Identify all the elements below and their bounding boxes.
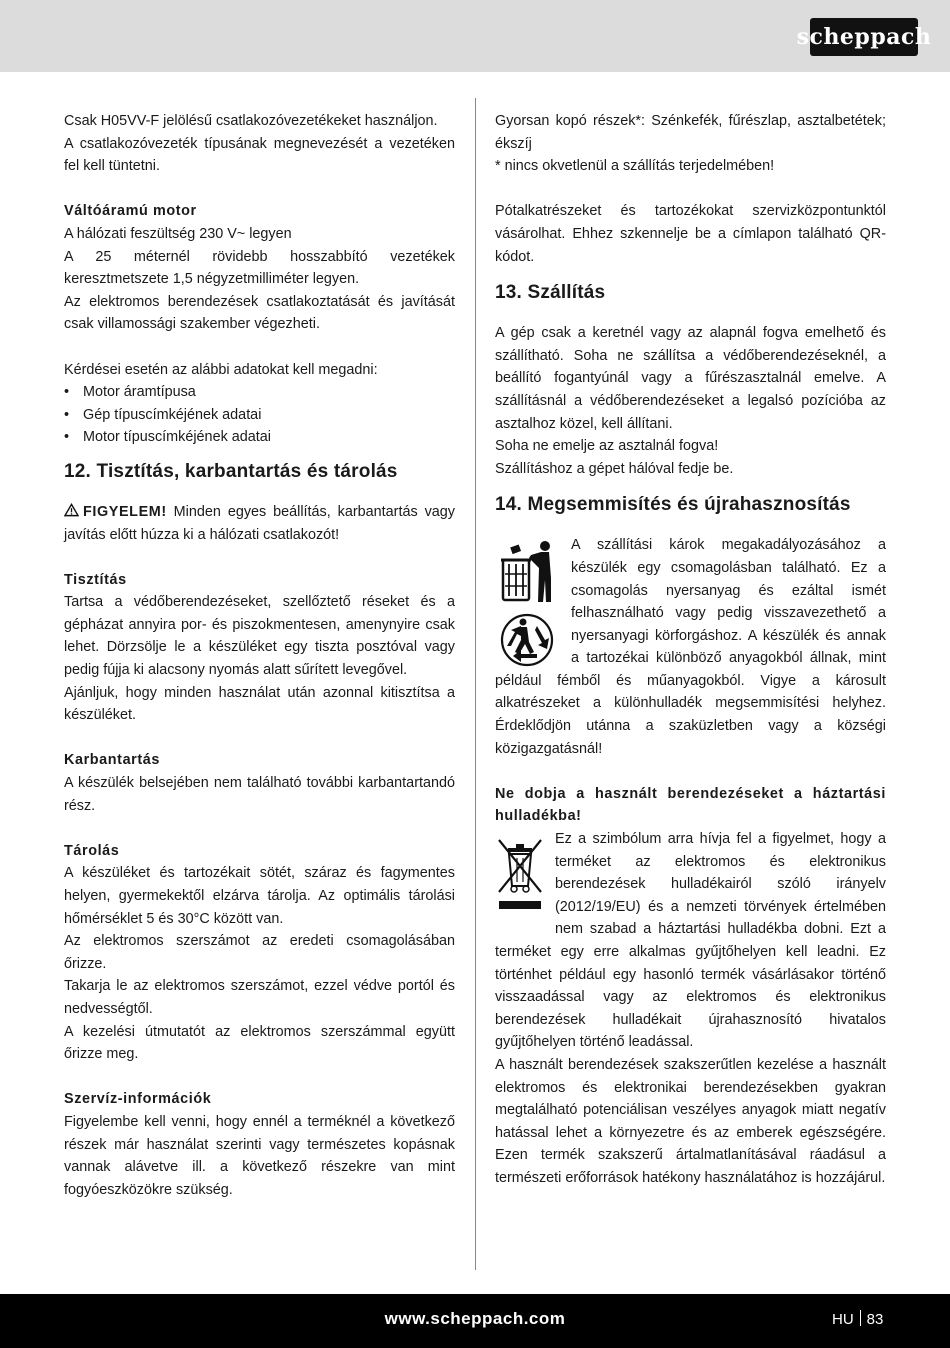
wear-parts-text: Gyorsan kopó részek*: Szénkefék, fűrészlap, asztalbetétek; ékszíj	[495, 113, 886, 152]
column-divider	[475, 98, 476, 1270]
transport-warning-text: Soha ne emelje az asztalnál fogva!	[495, 438, 719, 455]
spare-parts-text: Pótalkatrészeket és tartozékokat szervizközpontunktól vásárolhat. Ehhez szkennelje be a címlapon található QR-kódot.	[495, 203, 886, 265]
weee-symbol	[495, 834, 547, 922]
cleaning-text: Tartsa a védőberendezéseket, szellőztető réseket és a gépházat annyira por- és piszokmentesen, amenynyire csak lehet. Dörzsölje le a készüléket egy tiszta posztóval vagy pedig fújja ki alacsony nyomás alatt sűrített levegővel.	[64, 594, 455, 679]
cable-type-text: Csak H05VV-F jelölésű csatlakozóvezetékeket használjon.	[64, 113, 438, 129]
motor-data-list	[64, 381, 455, 449]
storage-packaging-text: Az elektromos szerszámot az eredeti csomagolásában őrizze.	[64, 933, 455, 972]
storage-cover-text: Takarja le az elektromos szerszámot, ezzel védve portól és nedvességtől.	[64, 978, 455, 1017]
footer-page-info	[832, 1310, 883, 1328]
language-code: HU	[832, 1311, 854, 1328]
warning-paragraph	[64, 501, 455, 546]
list-item: • Motor típuscímkéjének adatai	[64, 426, 455, 449]
weee-heading: Ne dobja a használt berendezéseket a háztartási hulladékba!	[495, 785, 886, 825]
warning-text: Minden egyes beállítás, karbantartás vagy javítás előtt húzza ki a hálózati csatlakozót!	[64, 503, 455, 543]
cleaning-recommendation-text: Ajánljuk, hogy minden használat után azonnal kitisztítsa a készüléket.	[64, 684, 455, 724]
transport-text: A gép csak a keretnél vagy az alapnál fogva emelhető és szállítható. Soha ne szállítsa a védőberendezéseknél, a beállító fogantyúnál vagy a fűrészasztalnál emelve. A szállításnál a védőberendezéseket a legalsó pozícióba az asztalhoz közel, kell állítani.	[495, 325, 886, 432]
recycling-icon	[497, 612, 557, 668]
warning-word: FIGYELEM!	[83, 503, 167, 520]
service-text: Figyelembe kell venni, hogy ennél a terméknél a következő részek már használat szerinti vagy természetes kopásnak vannak alávetve ill. a következő részekre van mint fogyóeszközökre szükség.	[64, 1113, 455, 1198]
page-number: 83	[866, 1311, 884, 1328]
storage-manual-text: A kezelési útmutatót az elektromos szerszámmal együtt őrizze meg.	[64, 1023, 455, 1063]
left-column	[64, 110, 455, 1201]
list-item: • Gép típuscímkéjének adatai	[64, 404, 455, 427]
section-12-heading: 12. Tisztítás, karbantartás és tárolás	[64, 460, 398, 482]
disposal-icons	[497, 538, 559, 668]
footer-separator	[860, 1310, 861, 1326]
motor-cable-text: A 25 méternél rövidebb hosszabbító vezetékek keresztmetszete 1,5 négyzetmilliméter legyen.	[64, 248, 455, 288]
maintenance-subheading: Karbantartás	[64, 752, 160, 769]
transport-cover-text: Szállításhoz a gépet hálóval fedje be.	[495, 460, 734, 477]
cleaning-subheading: Tisztítás	[64, 571, 127, 588]
trash-bin-person-icon	[497, 538, 557, 606]
brand-logo: scheppach	[810, 18, 918, 56]
motor-electrician-text: Az elektromos berendezések csatlakoztatását és javítását csak villamossági szakember végezheti.	[64, 293, 455, 333]
section-13-heading: 13. Szállítás	[495, 282, 606, 304]
weee-text: Ez a szimbólum arra hívja fel a figyelmet, hogy a terméket az elektromos és elektronikus berendezések hulladékairól szóló irányelv (2012/19/EU) és a nemzeti törvények értelmében nem szabad a háztartási hulladékba dobni. Ezt a terméket egy erre alkalmas gyűjtőhelyen kell leadni. Ez történhet például egy hasonló termék vásárlásakor történő visszaadással vagy az elektromos és elektronikus berendezések hulladékait újrahasznosító hivatalos gyűjtőhelyen történő leadással.	[495, 831, 886, 1051]
header-band	[0, 0, 950, 72]
wear-parts-note: * nincs okvetlenül a szállítás terjedelmében!	[495, 158, 775, 175]
list-item: • Motor áramtípusa	[64, 381, 455, 404]
cable-marking-text: A csatlakozóvezeték típusának megnevezését a vezetéken fel kell tüntetni.	[64, 135, 455, 175]
recycling-text: A szállítási károk megakadályozásához a készülék egy csomagolásban található. Ez a csomagolás nyersanyag és ezáltal ismét felhasználható vagy pedig visszavezethető a nyersanyagi körforgáshoz. A készülék és annak a tartozékai különböző anyagokból állnak, mint például fémből és műanyagokból. Vigye a károsult alkatrészeket a különhulladék megsemmisítési helyhez. Érdeklődjön utánna a szaküzletben vagy a községi közigazgatásnál!	[495, 537, 886, 757]
right-column	[495, 110, 886, 1190]
maintenance-text: A készülék belsejében nem található további karbantartandó rész.	[64, 775, 455, 814]
storage-subheading: Tárolás	[64, 842, 120, 859]
footer-url-link[interactable]: www.scheppach.com	[384, 1309, 566, 1328]
service-subheading: Szervíz-információk	[64, 1091, 212, 1108]
motor-voltage-text: A hálózati feszültség 230 V~ legyen	[64, 225, 292, 242]
questions-text: Kérdései esetén az alábbi adatokat kell megadni:	[64, 361, 378, 378]
warning-triangle-icon	[64, 503, 79, 517]
motor-subheading: Váltóáramú motor	[64, 203, 197, 220]
crossed-bin-icon	[495, 834, 545, 914]
weee-environment-text: A használt berendezések szakszerűtlen kezelése a használt elektromos és elektronikai berendezésekben gyakran megtalálható potenciálisan veszélyes anyagok miatt negatív hatással lehet a környezetre és az emberek egészségére. Ezen termék szakszerű ártalmatlanításával ráadásul a természeti erőforrások hatékony használatához is hozzájárul.	[495, 1056, 886, 1186]
section-14-heading: 14. Megsemmisítés és újrahasznosítás	[495, 494, 851, 516]
storage-text: A készüléket és tartozékait sötét, száraz és fagymentes helyen, gyermekektől elzárva tárolja. Az optimális tárolási hőmérséklet 5 és 30°C között van.	[64, 865, 455, 927]
